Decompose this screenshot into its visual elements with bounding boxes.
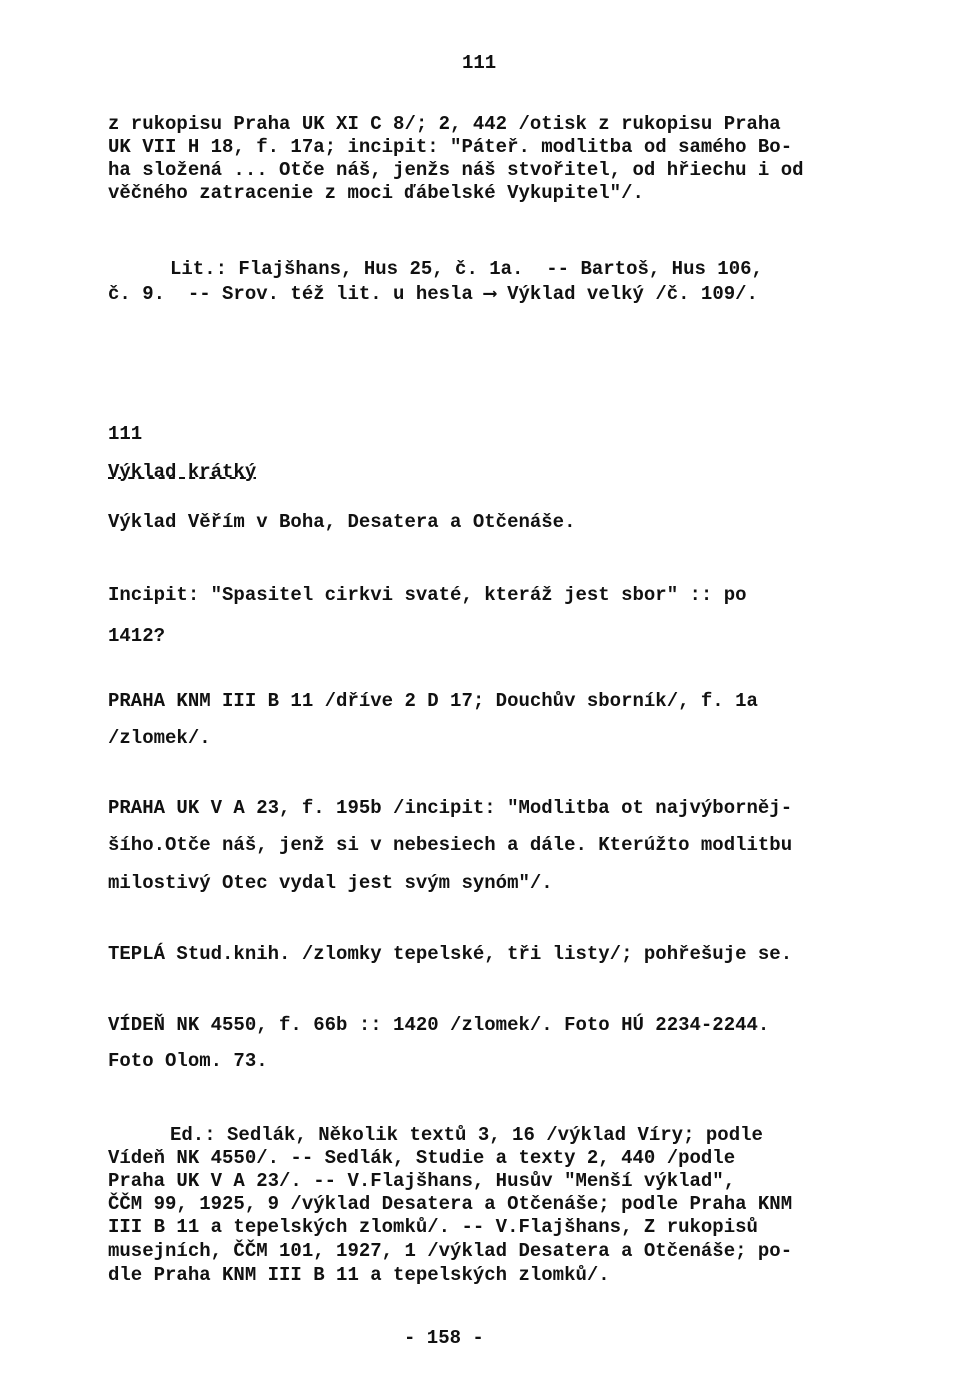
manuscript-line: /zlomek/.	[108, 727, 211, 749]
entry-description: Výklad Věřím v Boha, Desatera a Otčenáše.	[108, 511, 576, 533]
entry-title: Výklad krátký	[108, 461, 257, 483]
edition-line: musejních, ČČM 101, 1927, 1 /výklad Desatera a Otčenáše; po-	[108, 1240, 793, 1262]
edition-line: Ed.: Sedlák, Několik textů 3, 16 /výklad Víry; podle	[170, 1124, 763, 1146]
manuscript-line: TEPLÁ Stud.knih. /zlomky tepelské, tři listy/; pohřešuje se.	[108, 943, 793, 965]
manuscript-line: šího.Otče náš, jenž si v nebesiech a dále. Kterúžto modlitbu	[108, 834, 793, 856]
carry-over-line: ha složená ... Otče náš, jenžs náš stvořitel, od hřiechu i od	[108, 159, 804, 181]
literature-line: Lit.: Flajšhans, Hus 25, č. 1a. -- Bartoš, Hus 106,	[170, 258, 763, 280]
edition-line: ČČM 99, 1925, 9 /výklad Desatera a Otčenáše; podle Praha KNM	[108, 1193, 793, 1215]
literature-line: č. 9. -- Srov. též lit. u hesla ⟶ Výklad velký /č. 109/.	[108, 283, 758, 305]
header-page-number: 111	[462, 52, 497, 74]
manuscript-line: Foto Olom. 73.	[108, 1050, 268, 1072]
carry-over-line: z rukopisu Praha UK XI C 8/; 2, 442 /otisk z rukopisu Praha	[108, 113, 781, 135]
footer-page-number: - 158 -	[404, 1327, 484, 1349]
manuscript-line: milostivý Otec vydal jest svým synóm"/.	[108, 872, 553, 894]
carry-over-line: věčného zatracenie z moci ďábelské Vykupitel"/.	[108, 182, 644, 204]
entry-date: 1412?	[108, 625, 166, 647]
manuscript-line: PRAHA KNM III B 11 /dříve 2 D 17; Douchův sborník/, f. 1a	[108, 690, 758, 712]
entry-incipit: Incipit: "Spasitel cirkvi svaté, kteráž jest sbor" :: po	[108, 584, 747, 606]
manuscript-line: PRAHA UK V A 23, f. 195b /incipit: "Modlitba ot najvýborněj-	[108, 797, 793, 819]
edition-line: Vídeň NK 4550/. -- Sedlák, Studie a texty 2, 440 /podle	[108, 1147, 736, 1169]
manuscript-line: VÍDEŇ NK 4550, f. 66b :: 1420 /zlomek/. Foto HÚ 2234-2244.	[108, 1014, 770, 1036]
edition-line: III B 11 a tepelských zlomků/. -- V.Flajšhans, Z rukopisů	[108, 1216, 758, 1238]
edition-line: dle Praha KNM III B 11 a tepelských zlomků/.	[108, 1264, 610, 1286]
carry-over-line: UK VII H 18, f. 17a; incipit: "Páteř. modlitba od samého Bo-	[108, 136, 793, 158]
entry-number: 111	[108, 423, 143, 445]
edition-line: Praha UK V A 23/. -- V.Flajšhans, Husův "Menší výklad",	[108, 1170, 736, 1192]
